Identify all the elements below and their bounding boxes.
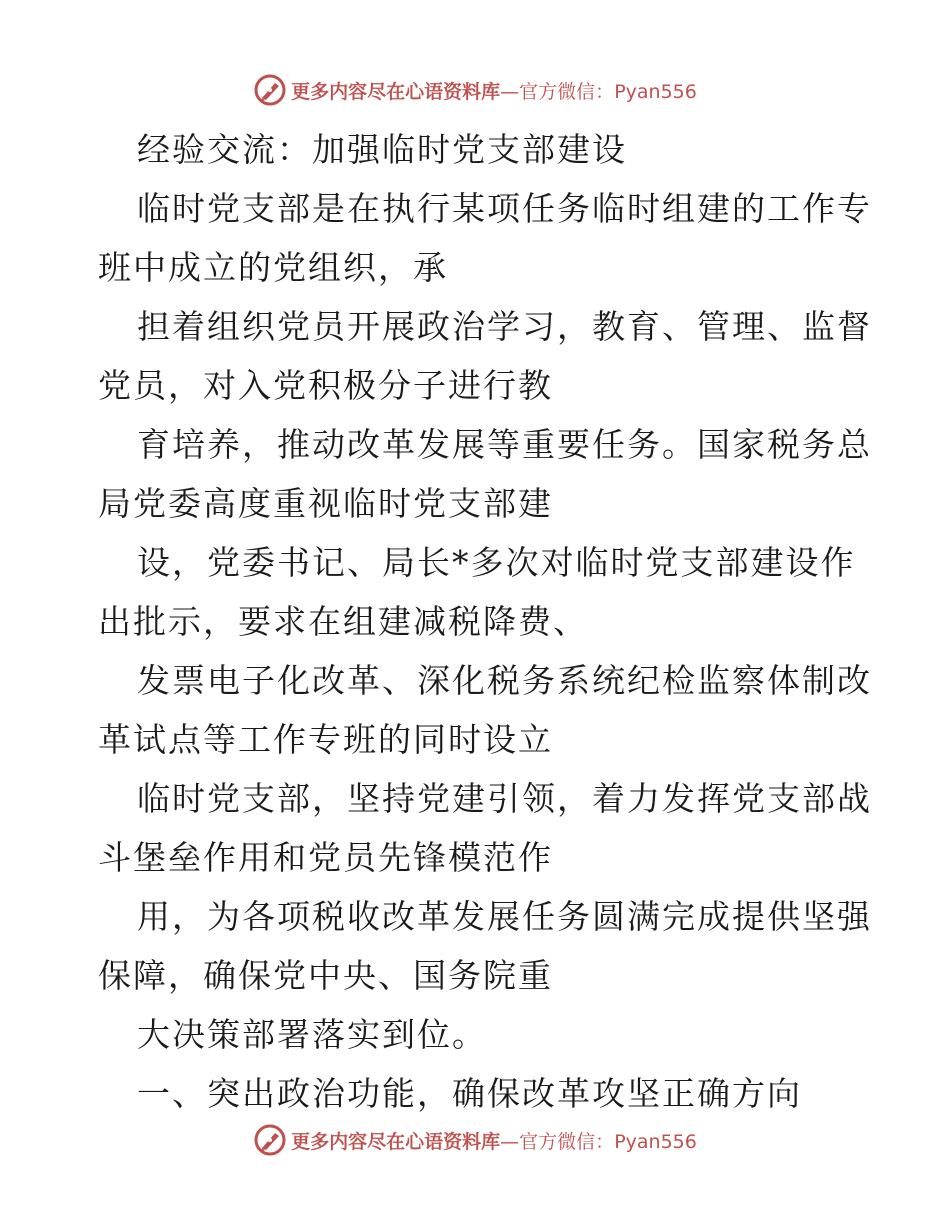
pen-circle-logo-icon <box>253 1123 287 1157</box>
watermark-separator: — <box>500 80 520 103</box>
document-body <box>98 120 872 1123</box>
watermark-brand: 更多内容尽在心语资料库 <box>291 80 501 103</box>
watermark-text <box>291 1127 697 1154</box>
paragraph-line: 革试点等工作专班的同时设立 <box>98 720 553 759</box>
paragraph-line: 设，党委书记、局长*多次对临时党支部建设作 <box>137 543 856 582</box>
paragraph-line: 大决策部署落实到位。 <box>137 1015 487 1054</box>
watermark-text <box>291 77 697 104</box>
watermark-separator: — <box>500 1130 520 1153</box>
paragraph-line: 出批示，要求在组建减税降费、 <box>98 602 588 641</box>
watermark-brand: 更多内容尽在心语资料库 <box>291 1130 501 1153</box>
pen-circle-logo-icon <box>253 73 287 107</box>
watermark-contact-id: Pyan556 <box>614 80 697 103</box>
paragraph-line: 担着组织党员开展政治学习，教育、管理、监督 <box>137 307 872 346</box>
footer-watermark <box>0 1122 950 1158</box>
paragraph-line: 保障，确保党中央、国务院重 <box>98 956 553 995</box>
paragraph-line: 斗堡垒作用和党员先锋模范作 <box>98 838 553 877</box>
header-watermark <box>0 72 950 108</box>
paragraph-line: 临时党支部，坚持党建引领，着力发挥党支部战 <box>137 779 872 818</box>
paragraph-line: 育培养，推动改革发展等重要任务。国家税务总 <box>137 425 872 464</box>
paragraph-line: 用，为各项税收改革发展任务圆满完成提供坚强 <box>137 897 872 936</box>
watermark-contact-prefix: 官方微信： <box>519 80 615 103</box>
paragraph-line: 发票电子化改革、深化税务系统纪检监察体制改 <box>137 661 872 700</box>
paragraph-line: 班中成立的党组织，承 <box>98 248 448 287</box>
watermark-contact-id: Pyan556 <box>614 1130 697 1153</box>
paragraph-line: 党员，对入党积极分子进行教 <box>98 366 553 405</box>
document-title: 经验交流：加强临时党支部建设 <box>137 130 627 169</box>
section-heading: 一、突出政治功能，确保改革攻坚正确方向 <box>137 1074 802 1113</box>
paragraph-line: 临时党支部是在执行某项任务临时组建的工作专 <box>137 189 872 228</box>
paragraph-line: 局党委高度重视临时党支部建 <box>98 484 553 523</box>
watermark-contact-prefix: 官方微信： <box>519 1130 615 1153</box>
